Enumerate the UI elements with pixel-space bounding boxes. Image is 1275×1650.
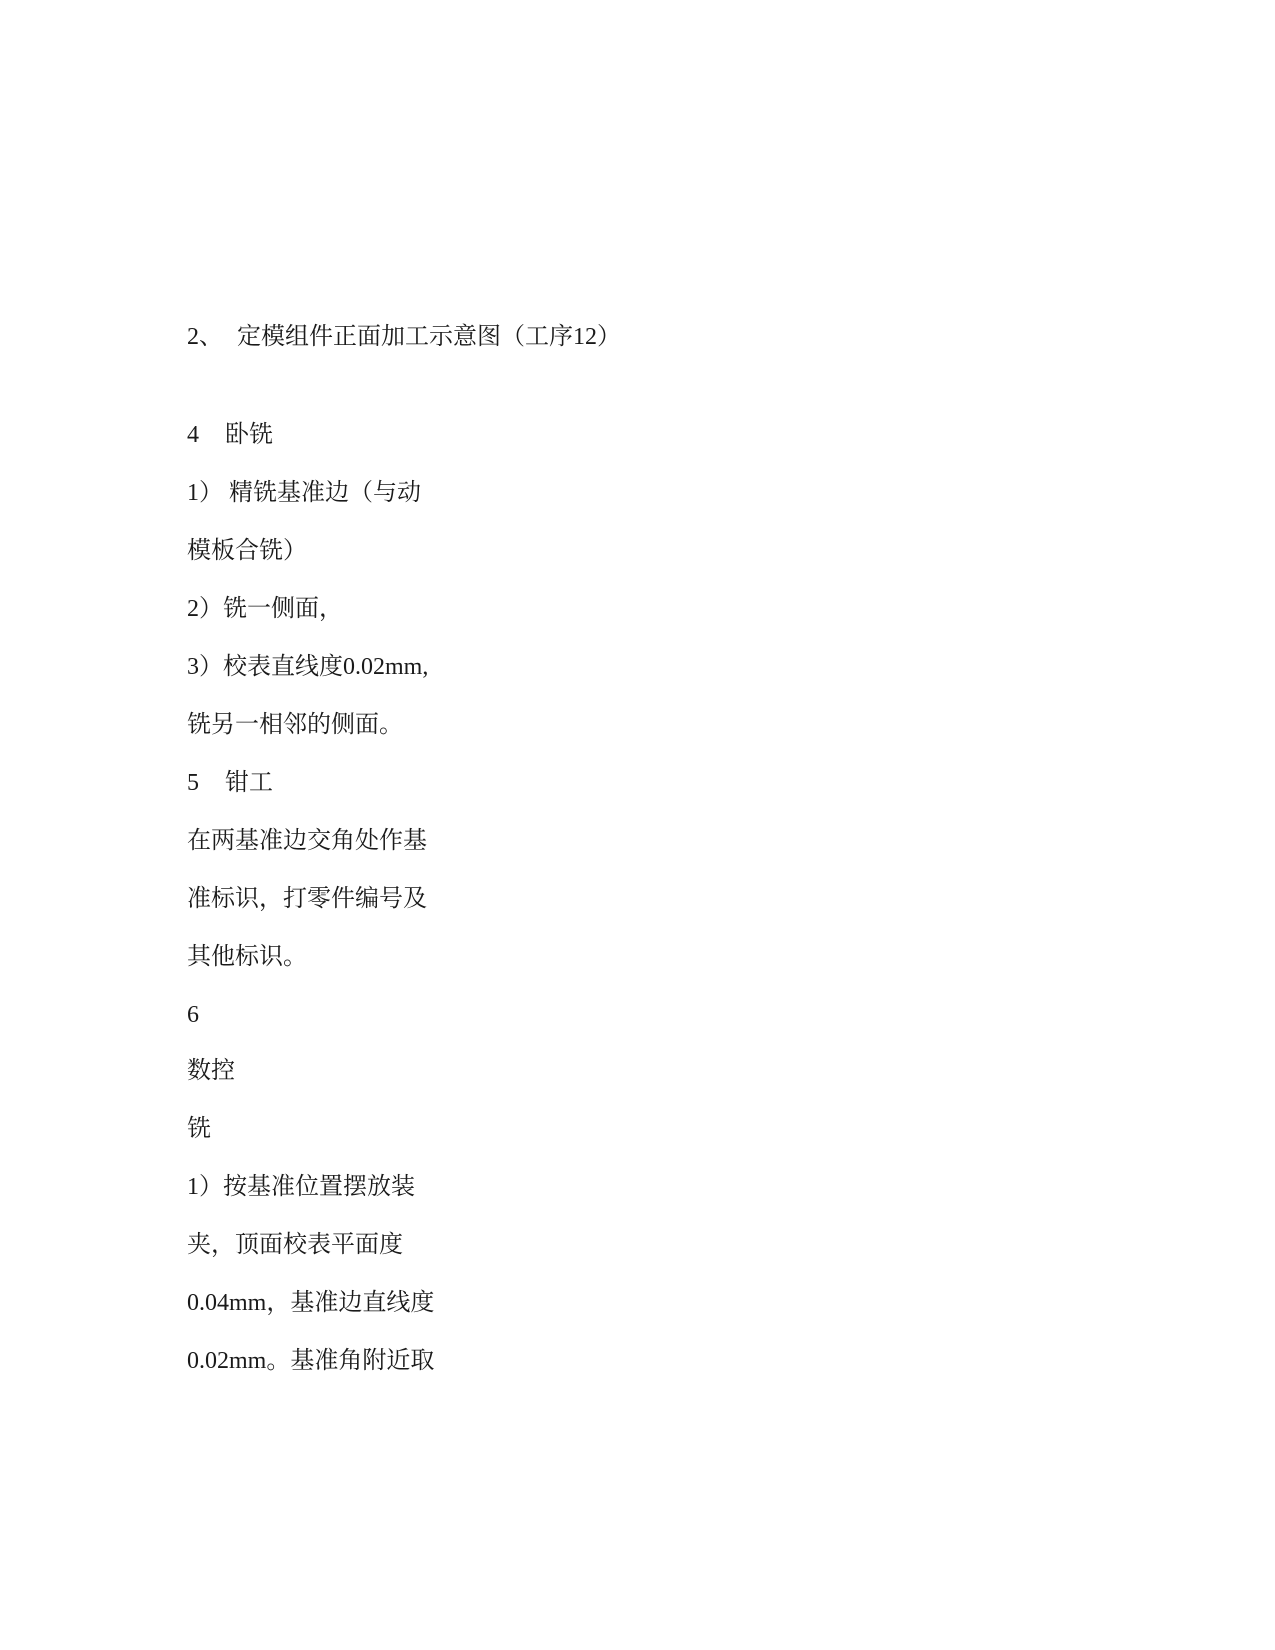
text-line: 3）校表直线度0.02mm, <box>187 654 429 680</box>
section-heading-text: 定模组件正面加工示意图（工序12） <box>237 324 621 350</box>
text-line: 1）按基准位置摆放装 <box>187 1174 415 1200</box>
step-heading-5 <box>187 768 273 798</box>
text-line: 0.02mm。基准角附近取 <box>187 1348 435 1374</box>
text-line: 铣另一相邻的侧面。 <box>187 712 403 738</box>
step-title: 钳工 <box>225 770 273 796</box>
text-line: 1） 精铣基准边（与动 <box>187 480 421 506</box>
text-line: 2）铣一侧面， <box>187 596 343 622</box>
text-line: 准标识，打零件编号及 <box>187 886 427 912</box>
text-line: 模板合铣） <box>187 538 307 564</box>
step-number: 4 <box>187 422 199 448</box>
text-line: 在两基准边交角处作基 <box>187 828 427 854</box>
text-line: 铣 <box>187 1116 211 1142</box>
text-line: 夹，顶面校表平面度 <box>187 1232 403 1258</box>
text-line: 数控 <box>187 1058 235 1084</box>
section-heading-number: 2、 <box>187 324 223 350</box>
step-number-6: 6 <box>187 1002 199 1028</box>
section-heading <box>187 322 621 352</box>
step-number: 5 <box>187 770 199 796</box>
text-line: 0.04mm，基准边直线度 <box>187 1290 435 1316</box>
text-line: 其他标识。 <box>187 944 307 970</box>
step-title: 卧铣 <box>225 422 273 448</box>
step-heading-4 <box>187 420 273 450</box>
